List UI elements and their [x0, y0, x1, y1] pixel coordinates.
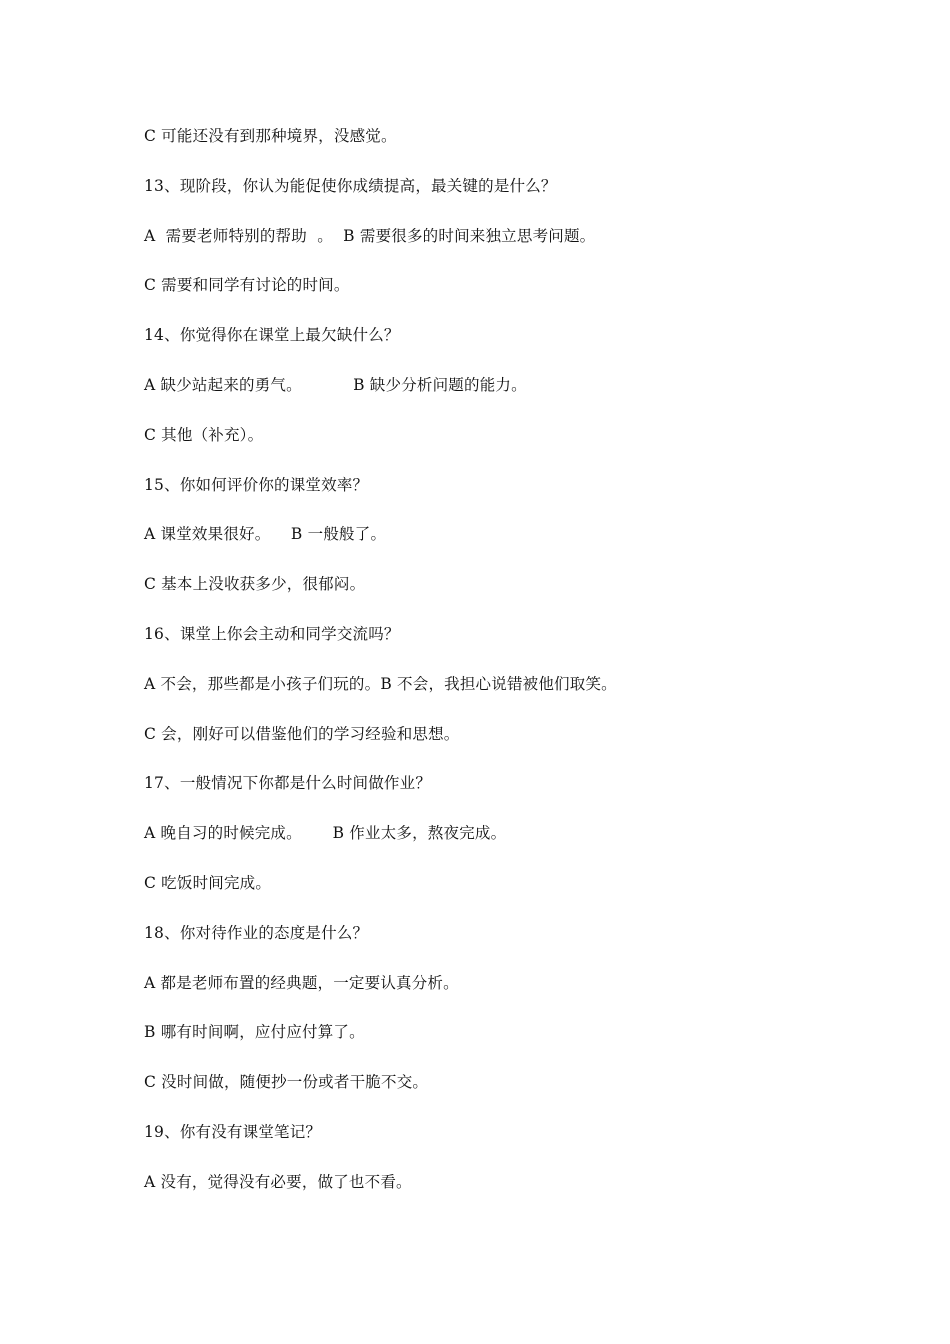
question-16-options-ab: A 不会，那些都是小孩子们玩的。B 不会，我担心说错被他们取笑。 [144, 674, 617, 693]
question-14-options-ab: A 缺少站起来的勇气。 B 缺少分析问题的能力。 [144, 375, 527, 394]
question-15-options-ab: A 课堂效果很好。 B 一般般了。 [144, 525, 387, 544]
question-16-option-c: C 会，刚好可以借鉴他们的学习经验和思想。 [144, 724, 460, 743]
question-15-option-c: C 基本上没收获多少，很郁闷。 [144, 575, 366, 594]
question-18-option-a: A 都是老师布置的经典题，一定要认真分析。 [144, 973, 459, 992]
question-14-option-c: C 其他（补充）。 [144, 425, 264, 444]
document-body [144, 124, 844, 1220]
question-13-option-c: C 需要和同学有讨论的时间。 [144, 276, 350, 295]
question-13: 13、现阶段，你认为能促使你成绩提高，最关键的是什么？ [144, 176, 557, 195]
question-15: 15、你如何评价你的课堂效率？ [144, 475, 369, 494]
question-17-options-ab: A 晚自习的时候完成。 B 作业太多，熬夜完成。 [144, 824, 507, 843]
question-19: 19、你有没有课堂笔记？ [144, 1122, 322, 1141]
question-19-option-a: A 没有，觉得没有必要，做了也不看。 [144, 1172, 412, 1191]
question-13-options-ab: A 需要老师特别的帮助 。 B 需要很多的时间来独立思考问题。 [144, 226, 596, 245]
question-16: 16、课堂上你会主动和同学交流吗？ [144, 624, 400, 643]
question-18: 18、你对待作业的态度是什么？ [144, 923, 369, 942]
question-17: 17、一般情况下你都是什么时间做作业？ [144, 774, 432, 793]
question-14: 14、你觉得你在课堂上最欠缺什么？ [144, 326, 400, 345]
question-18-option-c: C 没时间做，随便抄一份或者干脆不交。 [144, 1073, 429, 1092]
question-18-option-b: B 哪有时间啊，应付应付算了。 [144, 1023, 365, 1042]
option-13-c-prev: C 可能还没有到那种境界，没感觉。 [144, 127, 397, 145]
question-17-option-c: C 吃饭时间完成。 [144, 873, 272, 892]
